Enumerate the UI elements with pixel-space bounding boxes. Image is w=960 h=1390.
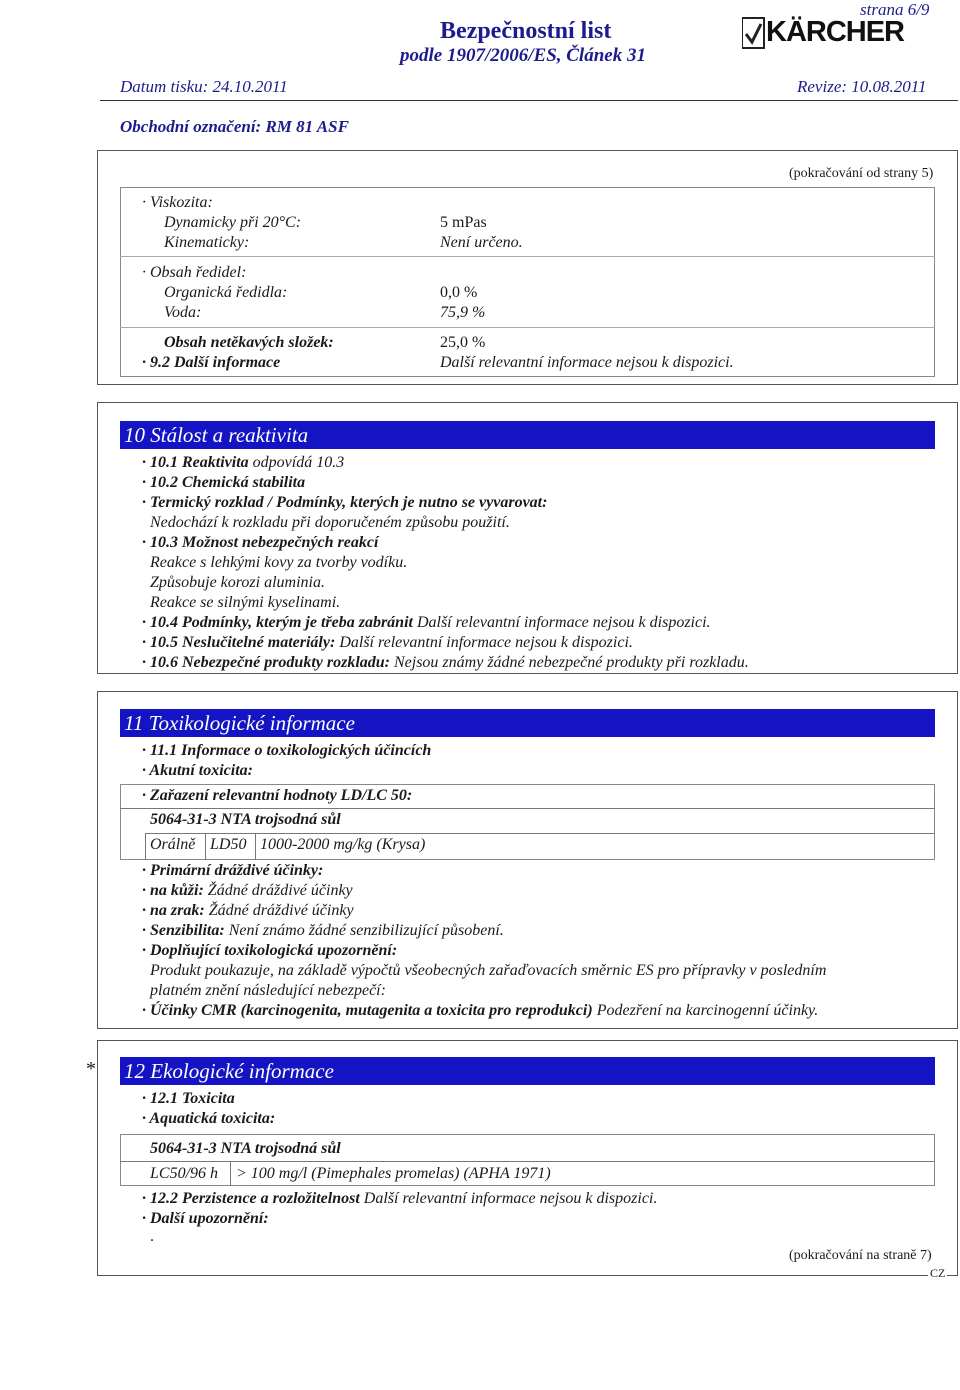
organic-label: Organická ředidla: (164, 284, 288, 301)
ld50-table-header: · Zařazení relevantní hodnoty LD/LC 50: (142, 787, 413, 804)
divider (120, 256, 935, 257)
trade-name: Obchodní označení: RM 81 ASF (120, 117, 349, 136)
continued-to: (pokračování na straně 7) (789, 1248, 932, 1263)
s10-line: Reakce s lehkými kovy za tvorby vodíku. (150, 554, 408, 571)
nonvolatile-label: Obsah netěkavých složek: (164, 334, 334, 351)
divider (120, 327, 935, 328)
nonvolatile-value: 25,0 % (440, 334, 486, 351)
section12-title: 12 Ekologické informace (120, 1057, 935, 1085)
s11-line: platném znění následující nebezpečí: (150, 982, 386, 999)
s10-line: · 10.4 Podmínky, kterým je třeba zabránit Další relevantní informace nejsou k dispozici. (142, 614, 711, 631)
dynamic-value: 5 mPas (440, 214, 487, 231)
s11-line: · na kůži: Žádné dráždivé účinky (142, 882, 353, 899)
continued-from: (pokračování od strany 5) (789, 166, 934, 181)
s11-line: Produkt poukazuje, na základě výpočtů všeobecných zařaďovacích směrnic ES pro přípravky v posledním (150, 962, 827, 979)
aquatic-type: LC50/96 h (150, 1165, 219, 1182)
other-info-value: Další relevantní informace nejsou k dispozici. (440, 354, 734, 371)
print-date: Datum tisku: 24.10.2011 (120, 77, 288, 96)
document-title: Bezpečnostní list (440, 18, 612, 44)
s10-line: · 10.6 Nebezpečné produkty rozkladu: Nejsou známy žádné nebezpečné produkty při rozkladu. (142, 654, 749, 671)
water-label: Voda: (164, 304, 202, 321)
s10-line: Reakce se silnými kyselinami. (150, 594, 341, 611)
organic-value: 0,0 % (440, 284, 478, 301)
s10-line: Způsobuje korozi aluminia. (150, 574, 325, 591)
karcher-logo (742, 16, 948, 50)
header-rule (100, 100, 958, 101)
s10-line: · Termický rozklad / Podmínky, kterých je nutno se vyvarovat: (142, 494, 548, 511)
aquatic-substance: 5064-31-3 NTA trojsodná sůl (150, 1140, 341, 1157)
section11-title: 11 Toxikologické informace (120, 709, 935, 737)
solvent-label: · Obsah ředidel: (142, 264, 247, 281)
footer-rule (97, 1275, 958, 1276)
aquatic-value: > 100 mg/l (Pimephales promelas) (APHA 1971) (236, 1165, 551, 1182)
other-info-label: · 9.2 Další informace (142, 354, 281, 371)
s12-line: · Další upozornění: (142, 1210, 269, 1227)
ld50-value: 1000-2000 mg/kg (Krysa) (260, 836, 426, 853)
s12-line: · 12.2 Perzistence a rozložitelnost Další relevantní informace nejsou k dispozici. (142, 1190, 658, 1207)
language-code: CZ (930, 1266, 946, 1280)
dynamic-label: Dynamicky při 20°C: (164, 214, 302, 231)
s11-line: · Primární dráždivé účinky: (142, 862, 324, 879)
page-number: strana 6/9 (860, 0, 930, 19)
ld50-route: Orálně (150, 836, 196, 853)
s10-line: · 10.3 Možnost nebezpečných reakcí (142, 534, 379, 551)
document-subtitle: podle 1907/2006/ES, Článek 31 (400, 45, 646, 66)
divider (255, 833, 256, 860)
s11-line: · Senzibilita: Není známo žádné senzibilizující působení. (142, 922, 504, 939)
divider (120, 1161, 935, 1162)
s10-line: · 10.2 Chemická stabilita (142, 474, 306, 491)
s11-line: · 11.1 Informace o toxikologických účincích (142, 742, 432, 759)
divider (230, 1161, 231, 1186)
divider (145, 833, 935, 834)
kinematic-label: Kinematicky: (164, 234, 250, 251)
s10-line: · 10.5 Neslučitelné materiály: Další relevantní informace nejsou k dispozici. (142, 634, 633, 651)
s11-line: · na zrak: Žádné dráždivé účinky (142, 902, 354, 919)
ld50-substance: 5064-31-3 NTA trojsodná sůl (150, 811, 341, 828)
section10-title: 10 Stálost a reaktivita (120, 421, 935, 449)
water-value: 75,9 % (440, 304, 486, 321)
revision-date: Revize: 10.08.2011 (797, 77, 927, 96)
s11-line: · Akutní toxicita: (142, 762, 253, 779)
ld50-type: LD50 (210, 836, 247, 853)
kinematic-value: Není určeno. (440, 234, 523, 251)
s12-line: · 12.1 Toxicita (142, 1090, 235, 1107)
divider (145, 833, 146, 860)
change-marker: * (86, 1058, 96, 1080)
logo-text: KÄRCHER (766, 16, 904, 48)
s10-line: · 10.1 Reaktivita odpovídá 10.3 (142, 454, 345, 471)
viscosity-label: · Viskozita: (142, 194, 213, 211)
divider (120, 808, 935, 809)
s11-line: · Doplňující toxikologická upozornění: (142, 942, 398, 959)
s11-line: · Účinky CMR (karcinogenita, mutagenita a toxicita pro reprodukci) Podezření na karcinogenní účinky. (142, 1002, 819, 1019)
divider (205, 833, 206, 860)
s12-line: . (150, 1228, 154, 1245)
s10-line: Nedochází k rozkladu při doporučeném způsobu použití. (150, 514, 510, 531)
s12-line: · Aquatická toxicita: (142, 1110, 276, 1127)
